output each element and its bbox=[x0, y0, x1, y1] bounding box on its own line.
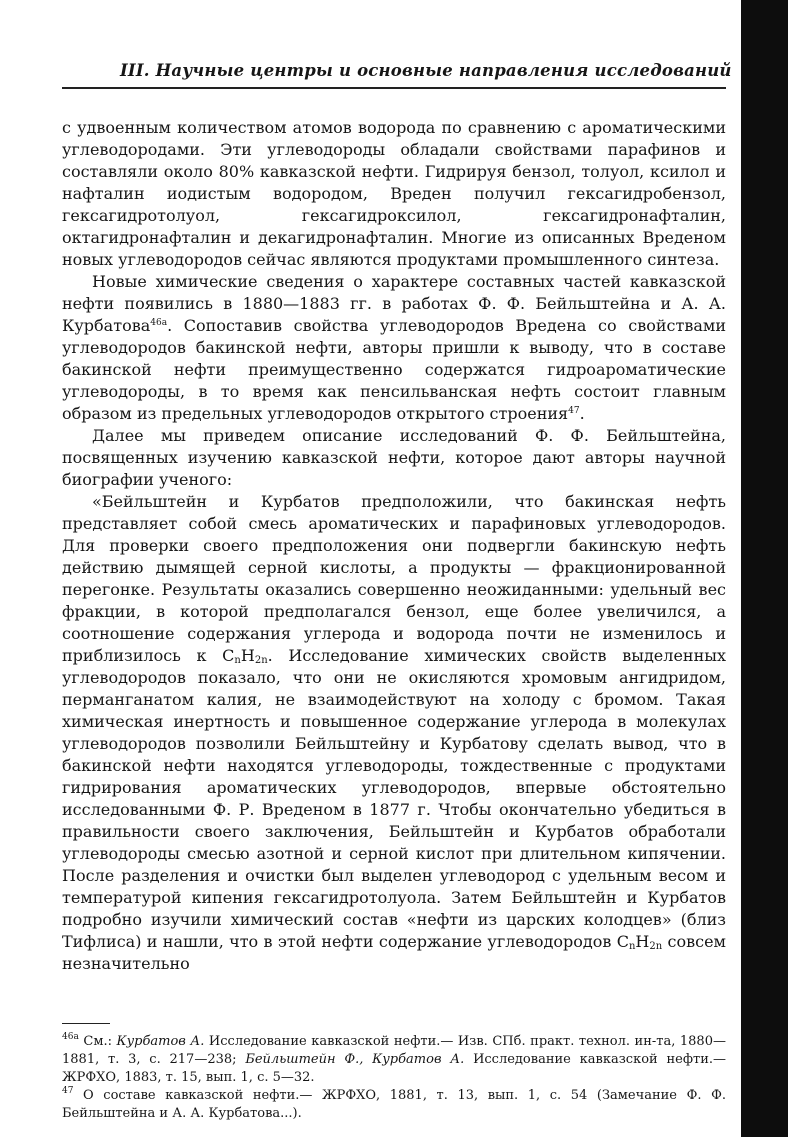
paragraph-text: H bbox=[635, 932, 650, 951]
footnote-47 bbox=[62, 1087, 726, 1123]
footnote-ref-46a[interactable]: 46а bbox=[150, 318, 168, 328]
paragraph-text: Новые химические сведения о характере составных частей кавказской нефти появились в 1880—1883 гг. в работах Ф. Ф. Бейльштейна и А. А. Курбатова bbox=[62, 272, 726, 335]
paragraph-text: . bbox=[579, 404, 585, 423]
formula-subscript: n bbox=[234, 655, 241, 666]
footnote-divider bbox=[62, 1023, 110, 1024]
footnote-text: О составе кавказской нефти.— ЖРФХО, 1881, т. 13, вып. 1, с. 54 (Замечание Ф. Ф. Бейльштейна и А. А. Курбатова...). bbox=[62, 1088, 726, 1121]
paragraph-text: . Исследование химических свойств выделенных углеводородов показало, что они не окисляются хромовым ангидридом, перманганатом калия, не взаимодействуют на холоду с бромом. Такая химическая инертность и повышенное содержание углерода в молекулах углеводородов позволили Бейльштейну и Курбатову сделать вывод, что в бакинской нефти находятся углеводороды, тождественные с продуктами гидрирования ароматических углеводородов, впервые обстоятельно исследованными Ф. Р. Вреденом в 1877 г. Чтобы окончательно убедиться в правильности своего заключения, Бейльштейн и Курбатов обработали углеводороды смесью азотной и серной кислот при длительном кипячении. После разделения и очистки был выделен углеводород с удельным весом и температурой кипения гексагидротолуола. Затем Бейльштейн и Курбатов подробно изучили химический состав «нефти из царских колодцев» (близ Тифлиса) и нашли, что в этой нефти содержание углеводородов C bbox=[62, 646, 726, 951]
paragraph-beilstein-kurbatov-works bbox=[62, 271, 726, 425]
footnote-author: Курбатов А. bbox=[116, 1034, 205, 1049]
scan-edge-band bbox=[741, 0, 788, 1137]
paragraph-text: с удвоенным количеством атомов водорода по сравнению с ароматическими углеводородами. Эти углеводороды обладали свойствами парафинов и составляли около 80% кавказской нефти. Гидрируя бензол, толуол, ксилол и нафталин иодистым водородом, Вреден получил гексагидробензол, гексагидротолуол, гексагидроксилол, гексагидронафталин, октагидронафталин и декагидронафталин. Многие из описанных Вреденом новых углеводородов сейчас являются продуктами промышленного синтеза. bbox=[62, 118, 726, 269]
footnote-text: Исследование кавказской нефти.— ЖРФХО, 1883, т. 15, вып. 1, с. 5—32. bbox=[62, 1052, 726, 1085]
footnote-ref-47[interactable]: 47 bbox=[568, 406, 580, 416]
running-header bbox=[62, 61, 732, 89]
formula-subscript: n bbox=[628, 941, 636, 952]
footnote-marker: 46а bbox=[62, 1032, 79, 1042]
paragraph-text: Далее мы приведем описание исследований Ф. Ф. Бейльштейна, посвященных изучению кавказской нефти, которое дают авторы научной биографии ученого: bbox=[62, 426, 726, 489]
running-header-title: III. Научные центры и основные направления исследований bbox=[120, 61, 732, 80]
paragraph-text: . Сопоставив свойства углеводородов Вредена со свойствами углеводородов бакинской нефти, авторы пришли к выводу, что в составе бакинской нефти преимущественно содержатся гидроароматические углеводороды, в то время как пенсильванская нефть состоит главным образом из предельных углеводородов открытого строения bbox=[62, 316, 726, 423]
paragraph-quote bbox=[62, 491, 726, 975]
main-text bbox=[62, 117, 726, 975]
paragraph-text: «Бейльштейн и Курбатов предположили, что бакинская нефть представляет собой смесь ароматических и парафиновых углеводородов. Для проверки своего предположения они подвергли бакинскую нефть действию дымящей серной кислоты, а продукты — фракционированной перегонке. Результаты оказались совершенно неожиданными: удельный вес фракции, в которой предполагался бензол, еще более увеличился, а соотношение содержания углерода и водорода почти не изменилось и приблизилось к C bbox=[62, 492, 726, 665]
footnote-author: Бейльштейн Ф., Курбатов А. bbox=[245, 1052, 465, 1067]
paragraph-continued bbox=[62, 117, 726, 271]
paragraph-intro-quote bbox=[62, 425, 726, 491]
formula-subscript: 2n bbox=[649, 941, 663, 952]
paragraph-text: совсем незначительно bbox=[62, 932, 726, 973]
footnote-text: См.: bbox=[78, 1034, 117, 1049]
paragraph-text: H bbox=[240, 646, 255, 665]
formula-subscript: 2n bbox=[254, 655, 268, 666]
footnote-marker: 47 bbox=[62, 1086, 74, 1096]
footnote-46a bbox=[62, 1033, 726, 1087]
footnotes bbox=[62, 1033, 726, 1123]
footnote-text: Исследование кавказской нефти.— Изв. СПб. практ. технол. ин-та, 1880—1881, т. 3, с. 217—238; bbox=[62, 1034, 726, 1067]
